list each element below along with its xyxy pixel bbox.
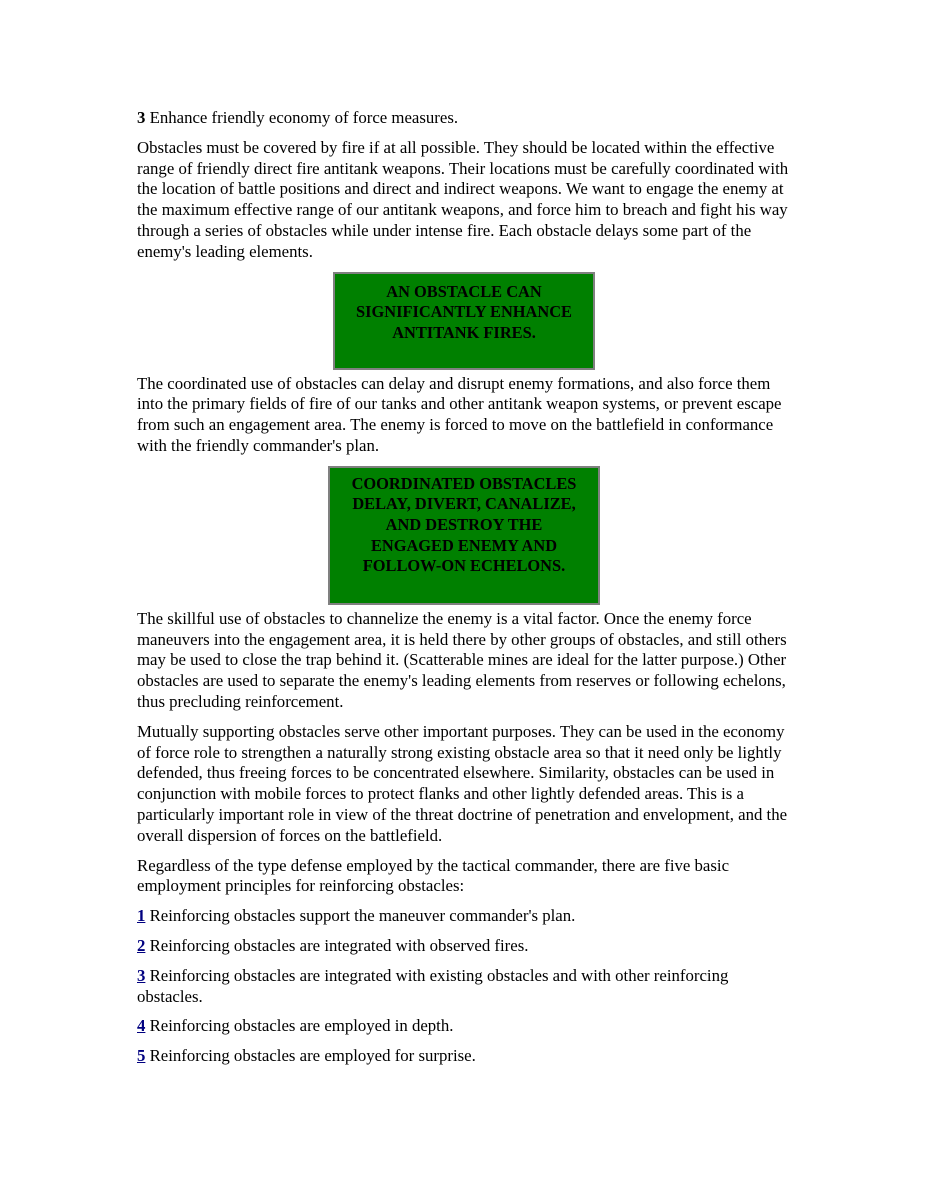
callout-box-1: AN OBSTACLE CAN SIGNIFICANTLY ENHANCE ANTITANK FIRES. [333,272,595,370]
principle-text: Reinforcing obstacles are integrated with existing obstacles and with other reinforcing obstacles. [137,965,729,1006]
paragraph-3: The skillful use of obstacles to channelize the enemy is a vital factor. Once the enemy force maneuvers into the engagement area, it is held there by other groups of obstacles, and still others may be used to close the trap behind it. (Scatterable mines are ideal for the latter purpose.) Other obstacles are used to separate the enemy's leading elements from reserves or following echelons, thus precluding reinforcement. [137,608,787,711]
principle-link-1[interactable]: 1 [137,906,146,926]
principle-item [137,1046,797,1067]
principle-item [137,1016,797,1037]
principle-link-3[interactable]: 3 [137,965,146,985]
principle-link-2[interactable]: 2 [137,935,146,955]
principle-text: Reinforcing obstacles are employed in depth. [145,1016,454,1036]
principle-text: Reinforcing obstacles are integrated with observed fires. [145,935,529,955]
paragraph-4: Mutually supporting obstacles serve other important purposes. They can be used in the economy of force role to strengthen a naturally strong existing obstacle area so that it need only be lightly defended, thus freeing forces to be concentrated elsewhere. Similarity, obstacles can be used in conjunction with mobile forces to protect flanks and other lightly defended areas. This is a particularly important role in view of the threat doctrine of penetration and envelopment, and the overall dispersion of forces on the battlefield. [137,721,788,845]
paragraph-1: Obstacles must be covered by fire if at all possible. They should be located within the effective range of friendly direct fire antitank weapons. Their locations must be carefully coordinated with the location of battle positions and direct and indirect weapons. We want to engage the enemy at the maximum effective range of our antitank weapons, and force him to breach and fight his way through a series of obstacles while under intense fire. Each obstacle delays some part of the enemy's leading elements. [137,137,789,261]
paragraph-2: The coordinated use of obstacles can delay and disrupt enemy formations, and also force them into the primary fields of fire of our tanks and other antitank weapon systems, or prevent escape from such an engagement area. The enemy is forced to move on the battlefield in conformance with the friendly commander's plan. [137,373,782,455]
principle-link-4[interactable]: 4 [137,1016,146,1036]
callout-box-2: COORDINATED OBSTACLES DELAY, DIVERT, CANALIZE, AND DESTROY THE ENGAGED ENEMY AND FOLLOW-ON ECHELONS. [328,466,600,605]
callout-wrapper-1 [137,272,797,370]
principle-text: Reinforcing obstacles support the maneuver commander's plan. [145,906,576,926]
principle-item [137,936,797,957]
intro-text: Enhance friendly economy of force measures. [145,108,459,127]
intro-number: 3 [137,108,146,127]
principle-link-5[interactable]: 5 [137,1046,146,1066]
paragraph-5: Regardless of the type defense employed by the tactical commander, there are five basic employment principles for reinforcing obstacles: [137,855,730,896]
principle-item [137,966,797,1008]
principle-text: Reinforcing obstacles are employed for surprise. [145,1046,476,1066]
principle-item [137,906,797,927]
document-page [137,108,797,1076]
intro-line [137,108,797,129]
callout-wrapper-2 [137,466,797,605]
